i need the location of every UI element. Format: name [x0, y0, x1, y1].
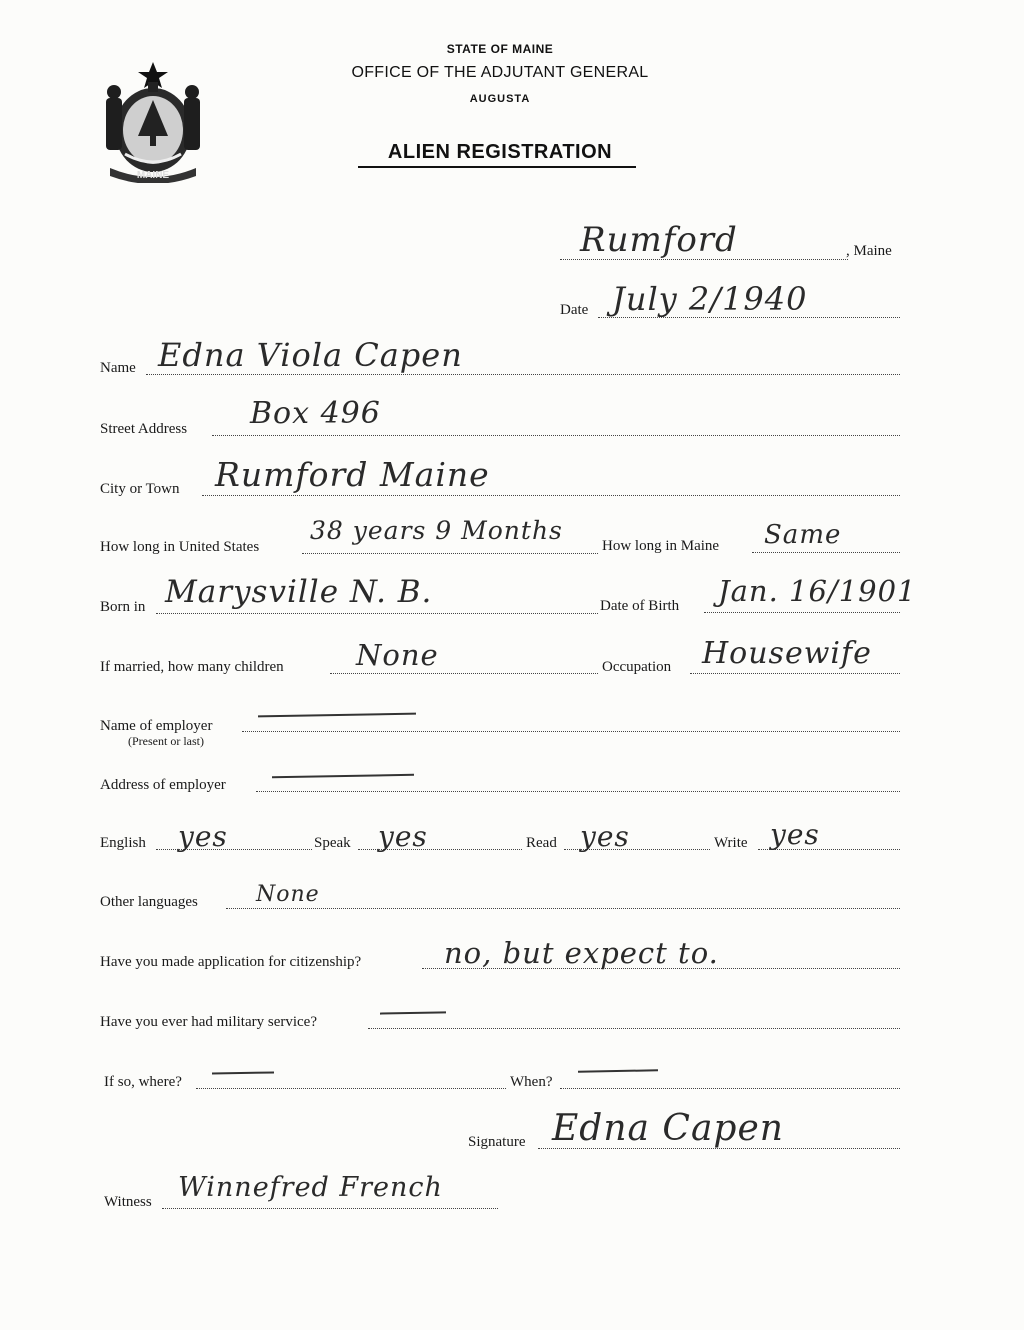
- witness-line: [162, 1208, 498, 1209]
- children-value: None: [356, 638, 439, 672]
- street-line: [212, 435, 900, 436]
- name-line: [146, 374, 900, 375]
- office-heading: OFFICE OF THE ADJUTANT GENERAL: [351, 64, 649, 81]
- write-value: yes: [770, 818, 820, 851]
- street-value: Box 496: [250, 396, 381, 431]
- where-label: If so, where?: [104, 1074, 182, 1090]
- military-line: [368, 1028, 900, 1029]
- state-heading: STATE OF MAINE: [446, 42, 554, 56]
- date-label: Date: [560, 302, 589, 318]
- employer-address-label: Address of employer: [100, 777, 226, 793]
- maine-duration-line: [752, 552, 900, 553]
- street-label: Street Address: [100, 421, 188, 437]
- city-heading: AUGUSTA: [469, 93, 531, 105]
- born-in-label: Born in: [100, 599, 146, 615]
- english-value: yes: [178, 820, 228, 853]
- signature-value: Edna Capen: [552, 1108, 784, 1149]
- name-label: Name: [100, 360, 136, 376]
- title-underline: [358, 166, 636, 168]
- write-label: Write: [714, 835, 748, 851]
- where-line: [196, 1088, 506, 1089]
- name-value: Edna Viola Capen: [158, 336, 463, 374]
- seal-banner-text: MAINE: [136, 170, 170, 181]
- witness-label: Witness: [104, 1194, 152, 1210]
- military-label: Have you ever had military service?: [100, 1014, 317, 1030]
- english-label: English: [100, 835, 146, 851]
- children-label: If married, how many children: [100, 659, 284, 675]
- when-dash: [578, 1069, 658, 1072]
- maine-duration-label: How long in Maine: [602, 538, 720, 554]
- witness-value: Winnefred French: [178, 1172, 443, 1203]
- citizenship-label: Have you made application for citizenship?: [100, 954, 362, 970]
- employer-address-dash: [272, 774, 414, 778]
- maine-duration-value: Same: [764, 520, 842, 550]
- dob-value: Jan. 16/1901: [718, 574, 917, 608]
- speak-label: Speak: [314, 835, 351, 851]
- dob-label: Date of Birth: [600, 598, 680, 614]
- dob-line: [704, 612, 900, 613]
- us-duration-line: [302, 553, 598, 554]
- citizenship-value: no, but expect to.: [444, 936, 719, 970]
- occupation-line: [690, 673, 900, 674]
- other-languages-value: None: [256, 882, 320, 907]
- when-label: When?: [510, 1074, 553, 1090]
- when-line: [560, 1088, 900, 1089]
- employer-address-line: [256, 791, 900, 792]
- employer-line: [242, 731, 900, 732]
- occupation-value: Housewife: [702, 636, 872, 671]
- children-line: [330, 673, 598, 674]
- signature-label: Signature: [468, 1134, 526, 1150]
- other-languages-label: Other languages: [100, 894, 198, 910]
- us-duration-value: 38 years 9 Months: [310, 516, 563, 545]
- other-languages-line: [226, 908, 900, 909]
- born-in-line: [156, 613, 598, 614]
- city-line: [202, 495, 900, 496]
- form-title: ALIEN REGISTRATION: [387, 141, 613, 163]
- maine-label: , Maine: [846, 243, 892, 259]
- speak-value: yes: [378, 820, 428, 853]
- employer-dash: [258, 713, 416, 718]
- read-label: Read: [526, 835, 557, 851]
- where-dash: [212, 1071, 274, 1074]
- military-dash: [380, 1011, 446, 1014]
- city-label: City or Town: [100, 481, 180, 497]
- employer-sublabel: (Present or last): [128, 734, 204, 748]
- date-value: July 2/1940: [612, 280, 808, 318]
- town-value: Rumford: [580, 220, 738, 260]
- city-value: Rumford Maine: [215, 455, 490, 494]
- read-value: yes: [580, 820, 630, 853]
- occupation-label: Occupation: [602, 659, 672, 675]
- employer-label: Name of employer: [100, 718, 213, 734]
- us-duration-label: How long in United States: [100, 539, 260, 555]
- born-in-value: Marysville N. B.: [165, 574, 433, 610]
